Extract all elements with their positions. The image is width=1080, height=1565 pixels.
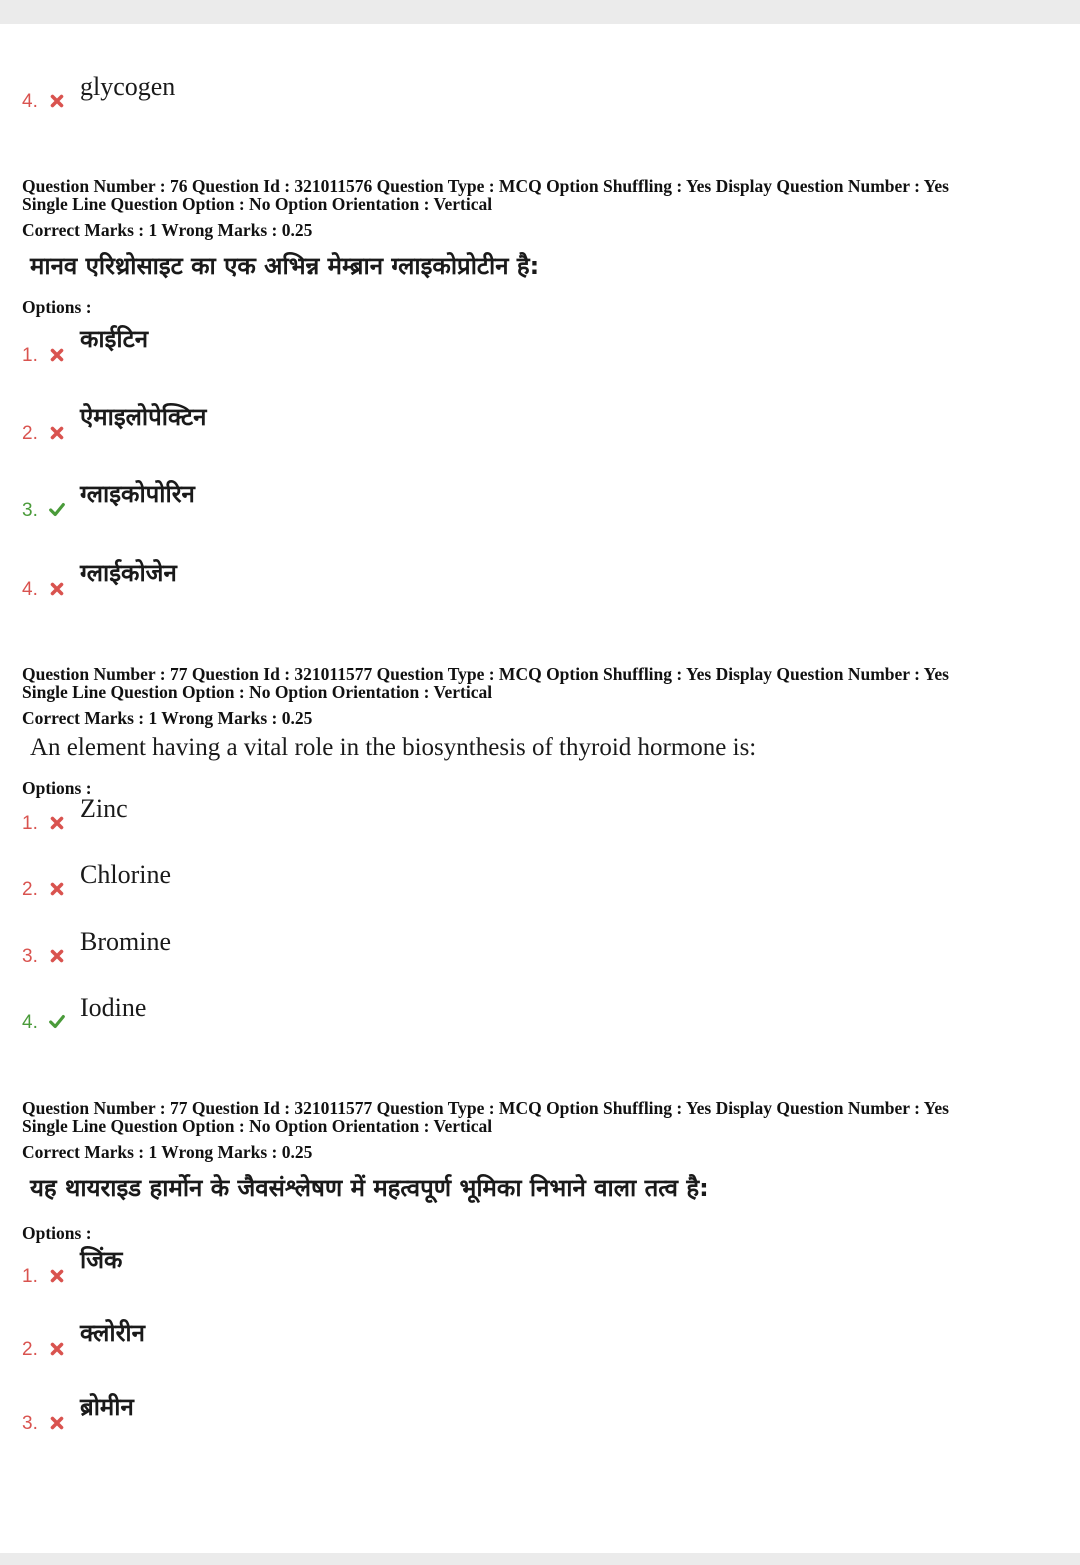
question-meta-line-1: Question Number : 77 Question Id : 321011577 Question Type : MCQ Option Shuffling : Yes Display Question Number : Yes [22, 1098, 949, 1118]
options-label: Options : [22, 1223, 92, 1243]
marks-info: Correct Marks : 1 Wrong Marks : 0.25 [22, 1142, 313, 1162]
question-meta [22, 177, 1062, 213]
cross-icon [48, 424, 66, 442]
option-item [22, 72, 922, 112]
question-text: मानव एरिथ्रोसाइट का एक अभिन्न मेम्ब्रान ग्लाइकोप्रोटीन है: [30, 252, 540, 280]
option-item [22, 860, 922, 900]
option-item [22, 1394, 922, 1434]
option-text: Zinc [80, 794, 128, 823]
option-number: 2. [22, 1339, 38, 1360]
option-item [22, 927, 922, 967]
option-item [22, 326, 922, 366]
option-text: glycogen [80, 72, 176, 101]
marks-info: Correct Marks : 1 Wrong Marks : 0.25 [22, 708, 313, 728]
option-number: 4. [22, 579, 38, 600]
option-text: ग्लाइकोपोरिन [80, 480, 195, 508]
cross-icon [48, 814, 66, 832]
cross-icon [48, 947, 66, 965]
check-icon [48, 501, 66, 519]
cross-icon [48, 1267, 66, 1285]
bottom-divider-bar [0, 1553, 1080, 1565]
option-item [22, 560, 922, 600]
option-text: Chlorine [80, 860, 171, 889]
cross-icon [48, 1414, 66, 1432]
option-number: 3. [22, 500, 38, 521]
option-number: 4. [22, 1012, 38, 1033]
cross-icon [48, 92, 66, 110]
option-text: जिंक [80, 1246, 123, 1274]
option-number: 1. [22, 813, 38, 834]
option-item [22, 1320, 922, 1360]
cross-icon [48, 346, 66, 364]
option-text: Bromine [80, 927, 171, 956]
question-meta-line-2: Single Line Question Option : No Option Orientation : Vertical [22, 194, 493, 214]
option-item [22, 1247, 922, 1287]
option-number: 2. [22, 423, 38, 444]
question-text: यह थायराइड हार्मोन के जैवसंश्लेषण में महत्वपूर्ण भूमिका निभाने वाला तत्व है: [30, 1174, 709, 1202]
cross-icon [48, 580, 66, 598]
cross-icon [48, 880, 66, 898]
question-text: An element having a vital role in the biosynthesis of thyroid hormone is: [30, 734, 757, 761]
question-meta-line-1: Question Number : 77 Question Id : 321011577 Question Type : MCQ Option Shuffling : Yes Display Question Number : Yes [22, 664, 949, 684]
marks-info: Correct Marks : 1 Wrong Marks : 0.25 [22, 220, 313, 240]
option-text: ग्लाईकोजेन [80, 559, 177, 587]
option-item-correct [22, 993, 922, 1033]
check-icon [48, 1013, 66, 1031]
options-label: Options : [22, 297, 92, 317]
option-number: 2. [22, 879, 38, 900]
question-meta-line-1: Question Number : 76 Question Id : 321011576 Question Type : MCQ Option Shuffling : Yes Display Question Number : Yes [22, 176, 949, 196]
option-text: ऐमाइलोपेक्टिन [80, 403, 207, 431]
question-meta-line-2: Single Line Question Option : No Option Orientation : Vertical [22, 682, 493, 702]
option-text: क्लोरीन [80, 1319, 145, 1347]
option-text: Iodine [80, 993, 147, 1022]
option-number: 4. [22, 91, 38, 112]
top-divider-bar [0, 0, 1080, 24]
option-number: 1. [22, 1266, 38, 1287]
options-label: Options : [22, 778, 92, 798]
question-meta [22, 1099, 1062, 1135]
option-number: 3. [22, 1413, 38, 1434]
cross-icon [48, 1340, 66, 1358]
option-text: काईटिन [80, 325, 149, 353]
option-number: 3. [22, 946, 38, 967]
option-number: 1. [22, 345, 38, 366]
option-item [22, 404, 922, 444]
option-text: ब्रोमीन [80, 1393, 134, 1421]
question-meta [22, 665, 1062, 701]
question-meta-line-2: Single Line Question Option : No Option Orientation : Vertical [22, 1116, 493, 1136]
option-item-correct [22, 481, 922, 521]
option-item [22, 794, 922, 834]
